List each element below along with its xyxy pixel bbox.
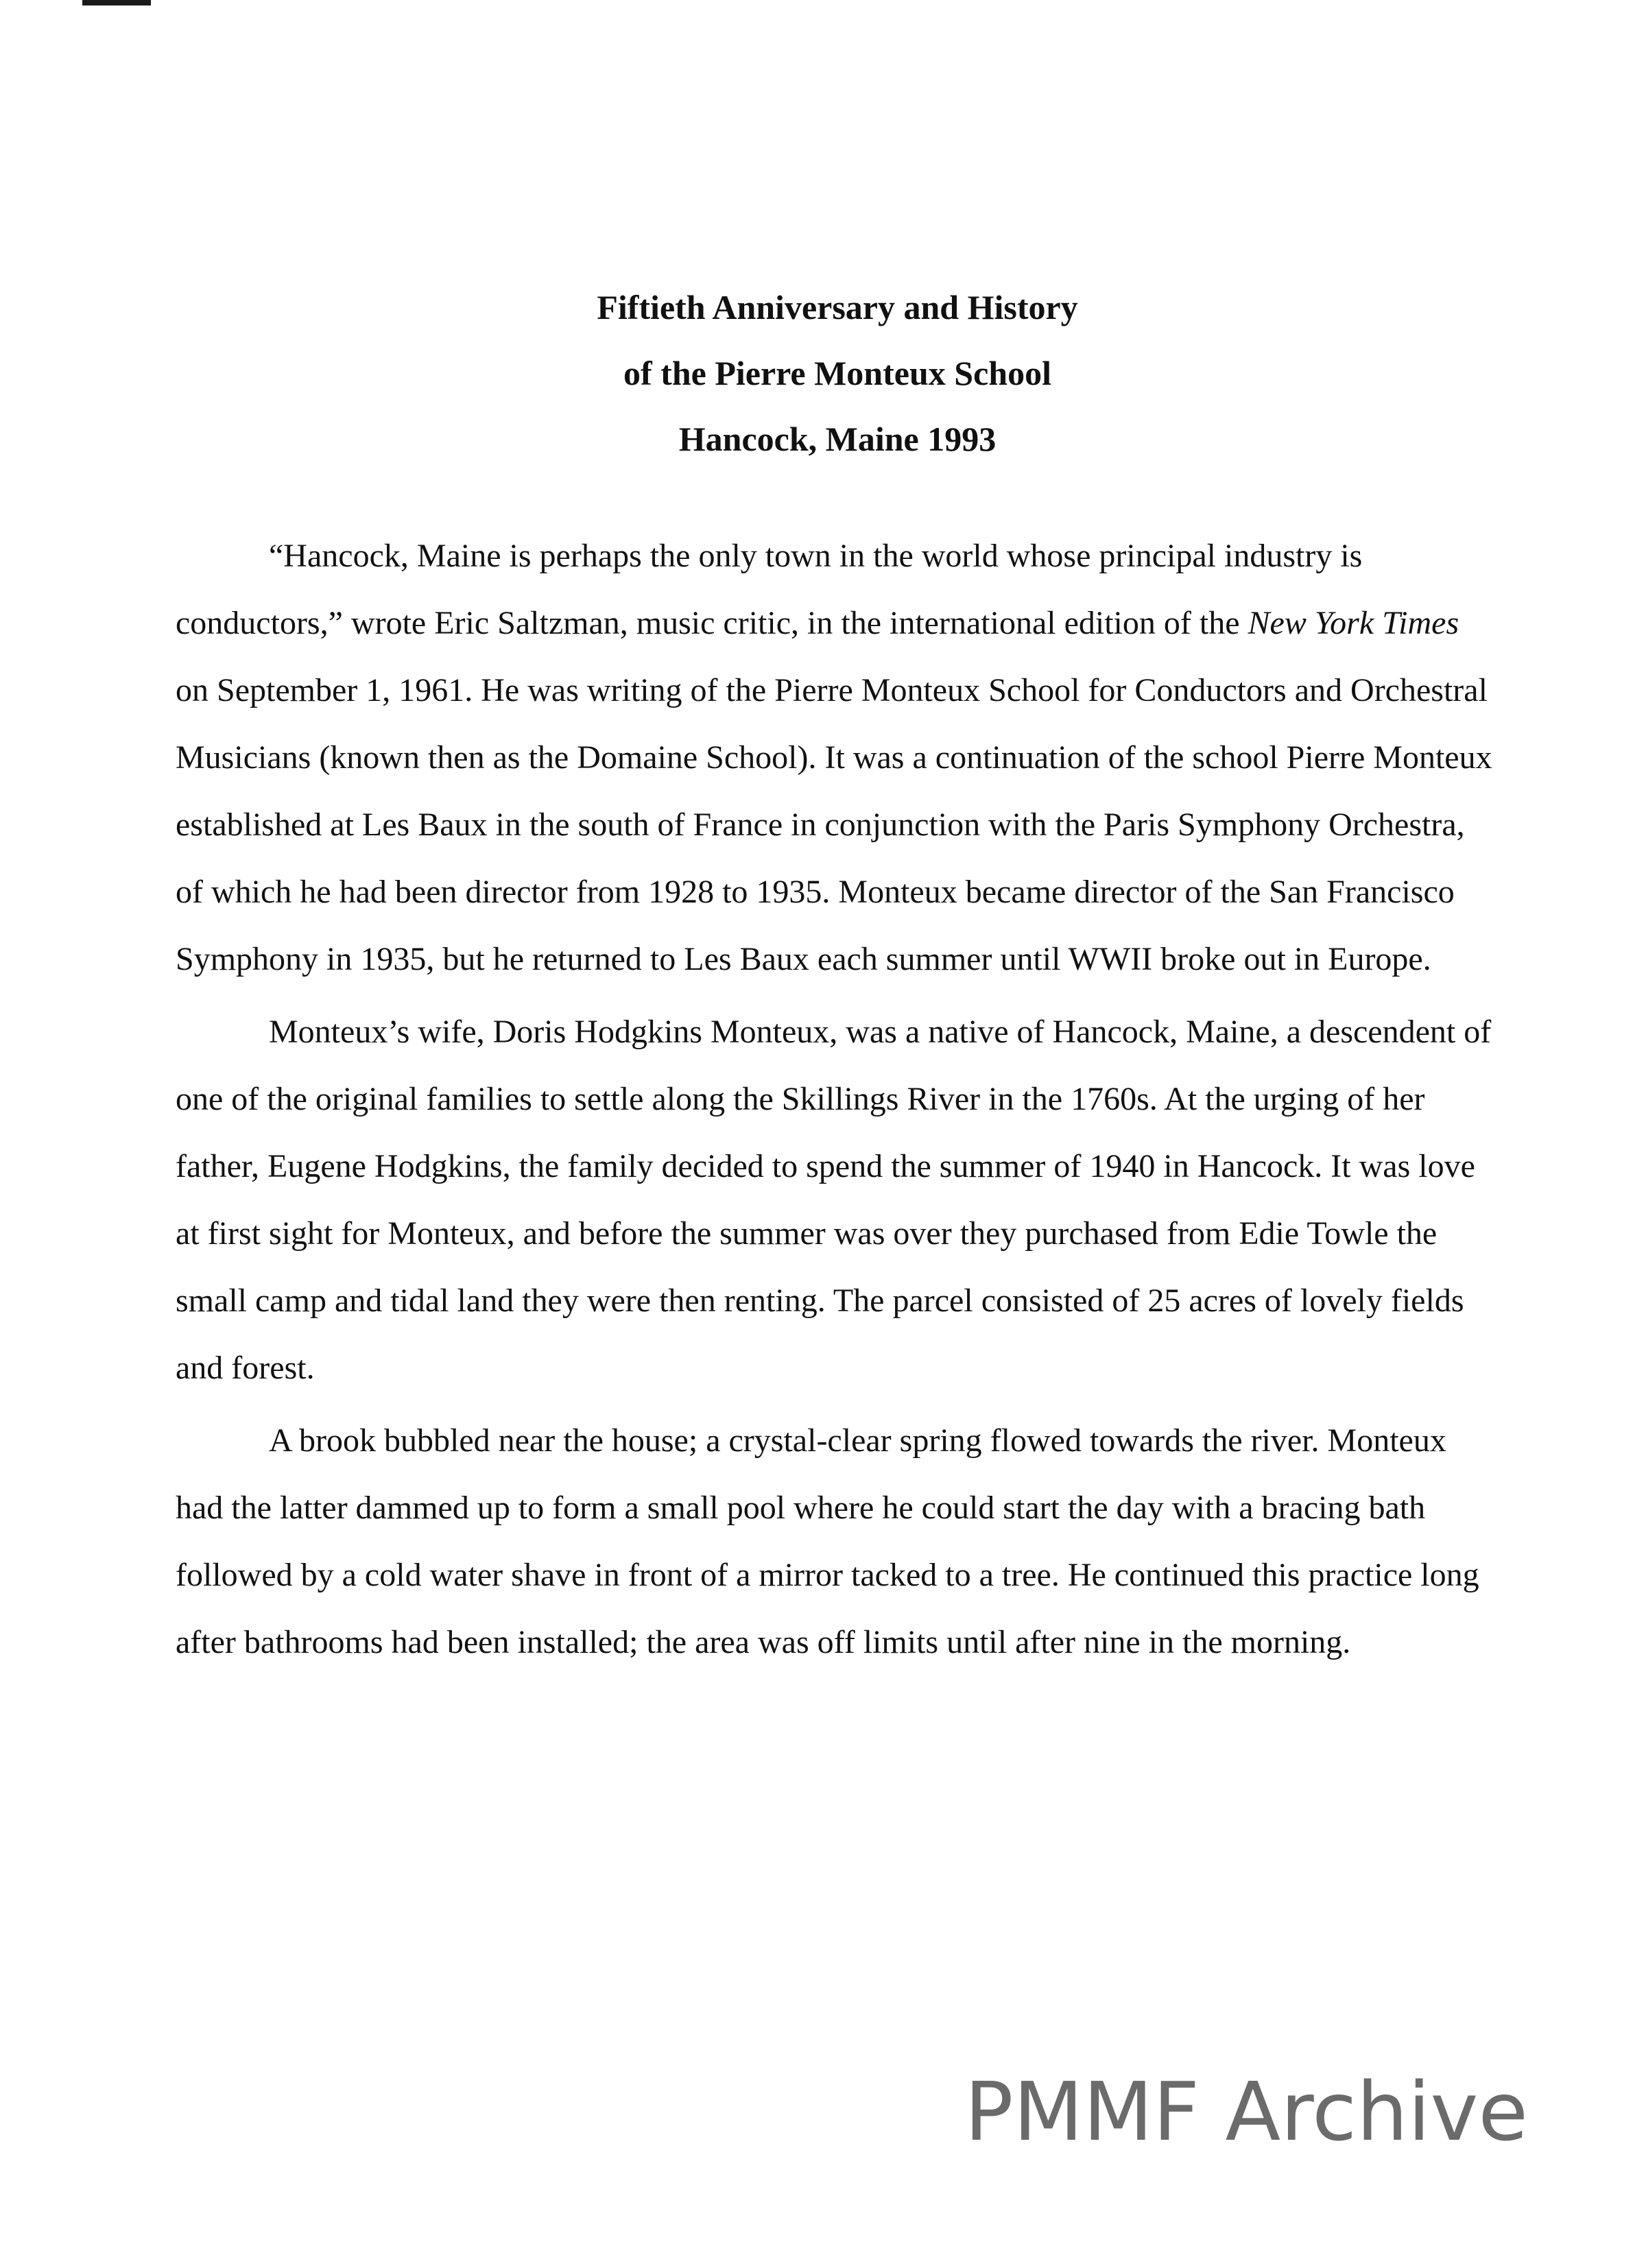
document-page — [176, 274, 1499, 1676]
document-title — [176, 274, 1499, 472]
newspaper-title: New York Times — [1248, 605, 1459, 641]
paragraph-1-text-a: “Hancock, Maine is perhaps the only town in the world whose principal industry is conductors,” wrote Eric Saltzman, music critic, in the international edition of the — [176, 538, 1363, 641]
title-line-1: Fiftieth Anniversary and History — [597, 288, 1078, 326]
title-line-2: of the Pierre Monteux School — [623, 354, 1051, 392]
scan-edge-mark — [82, 0, 151, 5]
archive-watermark: PMMF Archive — [964, 2064, 1528, 2159]
paragraph-1-text-b: on September 1, 1961. He was writing of the Pierre Monteux School for Conductors and Orchestral Musicians (known then as the Domaine School). It was a continuation of the school Pierre Monteux established at Les Baux in the south of France in conjunction with the Paris Symphony Orchestra, of which he had been director from 1928 to 1935. Monteux became director of the San Francisco Symphony in 1935, but he returned to Les Baux each summer until WWII broke out in Europe. — [176, 672, 1492, 977]
paragraph-1 — [176, 523, 1499, 993]
title-line-3: Hancock, Maine 1993 — [678, 420, 997, 458]
paragraph-2: Monteux’s wife, Doris Hodgkins Monteux, was a native of Hancock, Maine, a descendent of one of the original families to settle along the Skillings River in the 1760s. At the urging of her father, Eugene Hodgkins, the family decided to spend the summer of 1940 in Hancock. It was love at first sight for Monteux, and before the summer was over they purchased from Edie Towle the small camp and tidal land they were then renting. The parcel consisted of 25 acres of lovely fields and forest. — [176, 1014, 1492, 1386]
paragraph-3: A brook bubbled near the house; a crystal-clear spring flowed towards the river. Monteux had the latter dammed up to form a small pool where he could start the day with a bracing bath followed by a cold water shave in front of a mirror tacked to a tree. He continued this practice long after bathrooms had been installed; the area was off limits until after nine in the morning. — [176, 1422, 1479, 1660]
